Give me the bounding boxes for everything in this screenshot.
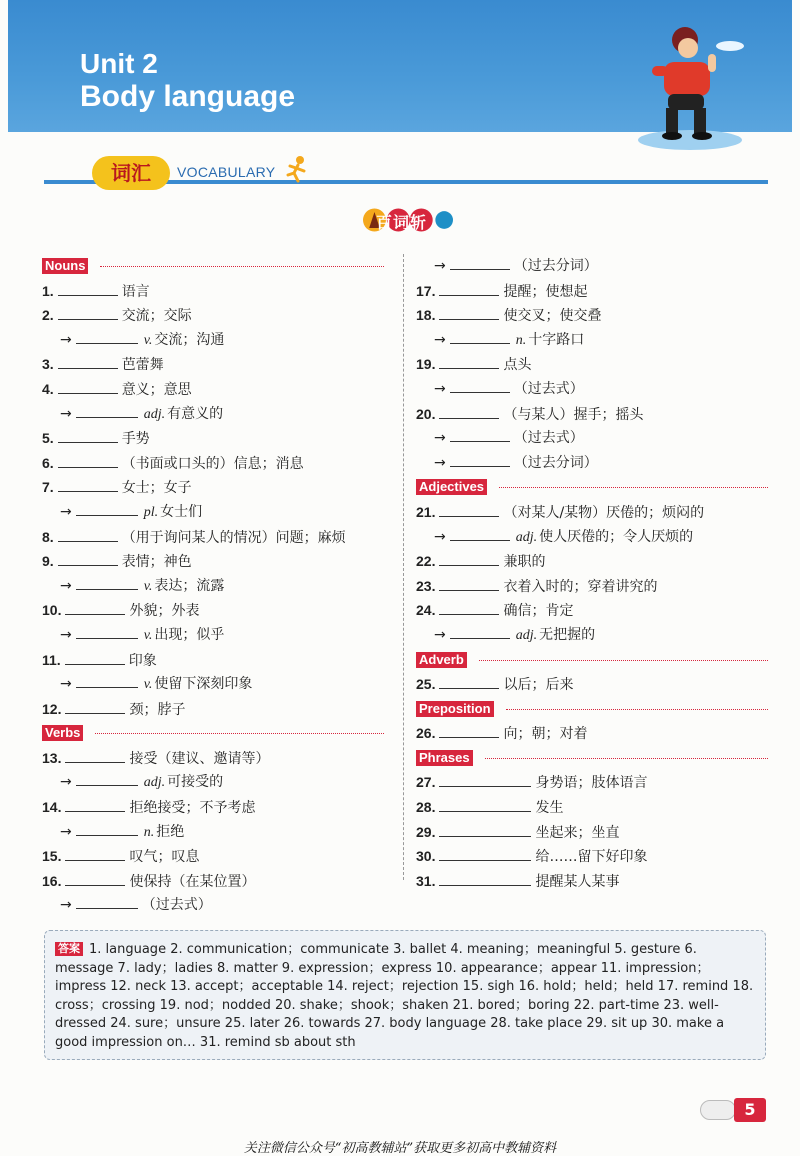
category-label: Preposition: [416, 701, 494, 717]
vocab-item: [42, 475, 392, 500]
derived-form: [416, 525, 776, 550]
vocab-item: [416, 820, 776, 845]
answer-blank[interactable]: [58, 305, 118, 320]
item-number: 12.: [42, 700, 62, 717]
item-meaning: 给……留下好印象: [535, 849, 648, 866]
derived-form: [42, 672, 392, 697]
item-number: 25.: [416, 676, 436, 693]
item-meaning: 语言: [121, 283, 150, 300]
vocab-item: [42, 697, 392, 722]
answer-blank[interactable]: [58, 527, 118, 542]
arrow-icon: →: [60, 405, 72, 422]
column-divider: [403, 254, 404, 880]
answer-text: 1. language 2. communication；communicate 3. ballet 4. meaning；meaningful 5. gesture 6. message 7. lady；ladies 8. matter 9. expression；express 10. appearance；appear 11. impression；impress 12. neck 13. accept；acceptable 14. reject；rejection 15. sigh 16. hold；held；held 17. remind 18. cross；crossing 19. nod；nodded 20. shake；shook；shaken 21. bored；boring 22. part-time 23. well-dressed 24. sure；unsure 25. later 26. towards 27. body language 28. take place 29. sit up 30. make a good impression on… 31. remind sb about sth: [55, 942, 754, 1050]
item-meaning: 交流；沟通: [154, 331, 225, 348]
category-label: Adverb: [416, 652, 467, 668]
item-meaning: 叹气；叹息: [129, 849, 200, 866]
answer-blank[interactable]: [65, 699, 125, 714]
item-meaning: 女士；女子: [121, 480, 192, 497]
item-meaning: （过去式）: [513, 430, 584, 447]
answer-blank[interactable]: [58, 428, 118, 443]
answer-blank[interactable]: [450, 378, 510, 393]
vocab-item: [42, 746, 392, 771]
arrow-icon: →: [434, 626, 446, 643]
vocab-item: [416, 844, 776, 869]
vocab-item: [416, 721, 776, 746]
answer-blank[interactable]: [76, 894, 138, 909]
answer-blank[interactable]: [65, 871, 125, 886]
part-of-speech: adj.: [143, 406, 166, 422]
arrow-icon: →: [60, 503, 72, 520]
item-number: 20.: [416, 405, 436, 422]
vocab-item: [416, 352, 776, 377]
item-meaning: 有意义的: [167, 405, 224, 422]
answer-blank[interactable]: [76, 821, 138, 836]
item-number: 2.: [42, 307, 54, 324]
part-of-speech: adj.: [143, 775, 166, 791]
item-number: 10.: [42, 602, 62, 619]
answer-blank[interactable]: [439, 576, 499, 591]
item-meaning: （过去分词）: [513, 258, 598, 274]
section-title: 百词斩: [376, 213, 428, 232]
answer-blank[interactable]: [76, 673, 138, 688]
vocab-item: [416, 574, 776, 599]
item-number: 19.: [416, 356, 436, 373]
item-meaning: 拒绝: [156, 823, 185, 840]
item-number: 15.: [42, 848, 62, 865]
part-of-speech: pl.: [143, 504, 159, 520]
item-number: 29.: [416, 823, 436, 840]
derived-form: [416, 254, 776, 279]
answer-blank[interactable]: [58, 379, 118, 394]
vocab-item: [42, 598, 392, 623]
item-meaning: 表情；神色: [121, 554, 192, 571]
item-meaning: （用于询问某人的情况）问题；麻烦: [121, 529, 346, 546]
derived-form: [416, 451, 776, 476]
derived-form: [42, 893, 392, 918]
answer-blank[interactable]: [450, 329, 510, 344]
answer-blank[interactable]: [439, 674, 499, 689]
category-rule: [499, 487, 768, 488]
category-rule: [95, 733, 384, 734]
category-rule: [506, 709, 768, 710]
item-meaning: 使交叉；使交叠: [503, 308, 602, 325]
vocab-item: [42, 451, 392, 476]
item-meaning: 确信；肯定: [503, 603, 574, 620]
page-number: 5: [734, 1098, 766, 1122]
category-rule: [479, 660, 768, 661]
answer-blank[interactable]: [439, 502, 499, 517]
vocab-item: [416, 549, 776, 574]
arrow-icon: →: [60, 823, 72, 840]
vocab-item: [416, 770, 776, 795]
category-label: Phrases: [416, 750, 473, 766]
item-meaning: （对某人/某物）厌倦的；烦闷的: [503, 504, 705, 521]
item-meaning: 无把握的: [539, 626, 596, 643]
item-number: 1.: [42, 282, 54, 299]
item-meaning: 使留下深刻印象: [154, 676, 253, 693]
category-heading: [416, 697, 776, 722]
arrow-icon: →: [434, 528, 446, 545]
category-label: Adjectives: [416, 479, 487, 495]
derived-form: [42, 574, 392, 599]
item-meaning: 手势: [121, 431, 150, 448]
derived-form: [42, 402, 392, 427]
answer-blank[interactable]: [76, 501, 138, 516]
unit-title: Body language: [80, 80, 296, 113]
item-number: 26.: [416, 725, 436, 742]
answer-blank[interactable]: [439, 772, 531, 787]
item-number: 14.: [42, 799, 62, 816]
item-meaning: 提醒；使想起: [503, 283, 588, 300]
item-meaning: 兼职的: [503, 554, 546, 571]
vocab-item: [416, 672, 776, 697]
vocab-item: [42, 377, 392, 402]
item-number: 21.: [416, 503, 436, 520]
category-rule: [485, 758, 768, 759]
category-heading: [416, 648, 776, 673]
vocab-item: [42, 648, 392, 673]
item-meaning: 点头: [503, 357, 532, 374]
item-number: 8.: [42, 528, 54, 545]
vocab-item: [42, 869, 392, 894]
part-of-speech: v.: [143, 578, 153, 594]
item-meaning: 十字路口: [528, 331, 585, 348]
vocab-item: [416, 279, 776, 304]
answer-label: 答案: [55, 942, 83, 956]
item-meaning: 坐起来；坐直: [535, 824, 620, 841]
answer-blank[interactable]: [450, 526, 510, 541]
derived-form: [42, 623, 392, 648]
answer-box: [44, 930, 766, 1060]
answer-blank[interactable]: [76, 771, 138, 786]
vocab-item: [416, 598, 776, 623]
page-decoration: [700, 1100, 736, 1120]
answer-blank[interactable]: [58, 354, 118, 369]
item-meaning: 发生: [535, 800, 564, 817]
vocab-item: [42, 426, 392, 451]
answer-blank[interactable]: [76, 575, 138, 590]
footer-note: 关注微信公众号“初高教辅站”获取更多初高中教辅资料: [243, 1141, 557, 1156]
item-meaning: （过去式）: [141, 897, 212, 914]
part-of-speech: n.: [515, 332, 527, 348]
vocab-item: [42, 549, 392, 574]
item-number: 16.: [42, 872, 62, 889]
part-of-speech: v.: [143, 627, 153, 643]
arrow-icon: →: [60, 897, 72, 914]
category-heading: [416, 475, 776, 500]
item-number: 31.: [416, 872, 436, 889]
part-of-speech: adj.: [515, 529, 538, 545]
item-meaning: （过去分词）: [513, 454, 598, 471]
category-heading: [42, 721, 392, 746]
item-number: 17.: [416, 282, 436, 299]
derived-form: [42, 500, 392, 525]
item-meaning: 出现；似乎: [154, 626, 225, 643]
vocab-item: [416, 869, 776, 894]
answer-blank[interactable]: [76, 403, 138, 418]
vocab-item: [42, 279, 392, 304]
answer-blank[interactable]: [450, 427, 510, 442]
item-number: 30.: [416, 848, 436, 865]
item-number: 6.: [42, 454, 54, 471]
item-number: 13.: [42, 749, 62, 766]
item-meaning: 表达；流露: [154, 577, 225, 594]
vocab-item: [42, 844, 392, 869]
item-meaning: 意义；意思: [121, 381, 192, 398]
answer-blank[interactable]: [439, 281, 499, 296]
vocab-item: [42, 525, 392, 550]
item-number: 22.: [416, 553, 436, 570]
item-meaning: 接受（建议、邀请等）: [129, 750, 270, 767]
item-number: 27.: [416, 774, 436, 791]
runner-icon: [284, 155, 310, 185]
answer-blank[interactable]: [439, 600, 499, 615]
arrow-icon: →: [434, 258, 446, 274]
left-column: [42, 254, 392, 918]
item-meaning: 衣着入时的；穿着讲究的: [503, 578, 658, 595]
answer-blank[interactable]: [439, 846, 531, 861]
item-number: 5.: [42, 430, 54, 447]
answer-blank[interactable]: [439, 305, 499, 320]
item-number: 23.: [416, 577, 436, 594]
item-number: 24.: [416, 602, 436, 619]
answer-blank[interactable]: [439, 723, 499, 738]
category-heading: [416, 746, 776, 771]
vocab-item: [416, 795, 776, 820]
item-number: 7.: [42, 479, 54, 496]
item-meaning: 使人厌倦的；令人厌烦的: [539, 528, 694, 545]
item-number: 4.: [42, 380, 54, 397]
answer-blank[interactable]: [450, 452, 510, 467]
item-number: 11.: [42, 651, 61, 668]
category-label: Verbs: [42, 725, 83, 741]
part-of-speech: adj.: [515, 627, 538, 643]
answer-blank[interactable]: [65, 600, 125, 615]
vocab-item: [42, 303, 392, 328]
category-label: Nouns: [42, 258, 88, 274]
item-meaning: 外貌；外表: [129, 603, 200, 620]
vocab-en-label: VOCABULARY: [177, 164, 276, 180]
item-meaning: 向；朝；对着: [503, 726, 588, 743]
arrow-icon: →: [60, 676, 72, 693]
arrow-icon: →: [60, 577, 72, 594]
derived-form: [42, 820, 392, 845]
derived-form: [42, 770, 392, 795]
item-number: 3.: [42, 356, 54, 373]
answer-blank[interactable]: [450, 624, 510, 639]
vocab-item: [416, 303, 776, 328]
arrow-icon: →: [434, 454, 446, 471]
item-number: 9.: [42, 553, 54, 570]
answer-blank[interactable]: [65, 846, 125, 861]
answer-blank[interactable]: [450, 255, 510, 270]
item-number: 28.: [416, 799, 436, 816]
part-of-speech: v.: [143, 332, 153, 348]
answer-blank[interactable]: [58, 477, 118, 492]
item-meaning: 女士们: [160, 503, 203, 520]
derived-form: [416, 328, 776, 353]
answer-blank[interactable]: [439, 354, 499, 369]
item-meaning: 提醒某人某事: [535, 873, 620, 890]
answer-blank[interactable]: [76, 329, 138, 344]
item-meaning: 颈；脖子: [129, 701, 186, 718]
answer-blank[interactable]: [439, 822, 531, 837]
arrow-icon: →: [60, 774, 72, 791]
item-meaning: 身势语；肢体语言: [535, 775, 648, 792]
category-rule: [100, 266, 384, 267]
vocab-zh-label: 词汇: [92, 156, 170, 190]
answer-blank[interactable]: [439, 551, 499, 566]
answer-blank[interactable]: [65, 797, 125, 812]
answer-blank[interactable]: [65, 650, 125, 665]
answer-blank[interactable]: [439, 797, 531, 812]
right-column: [416, 254, 776, 893]
student-illustration: [630, 18, 750, 158]
vocab-item: [416, 500, 776, 525]
answer-blank[interactable]: [76, 624, 138, 639]
category-heading: [42, 254, 392, 279]
item-meaning: 芭蕾舞: [121, 357, 164, 374]
arrow-icon: →: [434, 380, 446, 397]
item-meaning: 印象: [128, 652, 157, 669]
item-meaning: 可接受的: [167, 774, 224, 791]
unit-number: Unit 2: [80, 48, 158, 79]
answer-blank[interactable]: [58, 281, 118, 296]
item-meaning: （过去式）: [513, 380, 584, 397]
answer-blank[interactable]: [439, 404, 499, 419]
part-of-speech: n.: [143, 824, 155, 840]
answer-blank[interactable]: [65, 748, 125, 763]
item-meaning: 交流；交际: [121, 308, 192, 325]
vocab-item: [42, 352, 392, 377]
item-meaning: 拒绝接受；不予考虑: [129, 800, 256, 817]
arrow-icon: →: [434, 331, 446, 348]
derived-form: [416, 426, 776, 451]
vocab-item: [416, 402, 776, 427]
derived-form: [416, 623, 776, 648]
derived-form: [42, 328, 392, 353]
item-meaning: （与某人）握手；摇头: [503, 406, 644, 423]
answer-blank[interactable]: [58, 453, 118, 468]
item-meaning: 使保持（在某位置）: [129, 873, 256, 890]
part-of-speech: v.: [143, 677, 153, 693]
item-number: 18.: [416, 307, 436, 324]
arrow-icon: →: [434, 430, 446, 447]
derived-form: [416, 377, 776, 402]
vocab-item: [42, 795, 392, 820]
answer-blank[interactable]: [58, 551, 118, 566]
answer-blank[interactable]: [439, 871, 531, 886]
item-meaning: （书面或口头的）信息；消息: [121, 455, 304, 472]
arrow-icon: →: [60, 626, 72, 643]
arrow-icon: →: [60, 331, 72, 348]
item-meaning: 以后；后来: [503, 677, 574, 694]
